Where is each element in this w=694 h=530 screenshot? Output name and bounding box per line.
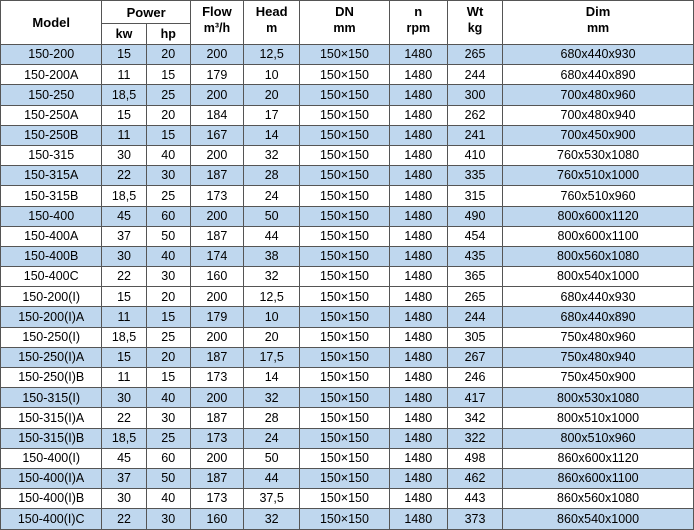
cell-kw: 15 (102, 347, 146, 367)
cell-kw: 30 (102, 145, 146, 165)
cell-hp: 30 (146, 509, 190, 529)
cell-kw: 37 (102, 468, 146, 488)
cell-flow: 160 (190, 267, 243, 287)
cell-head: 12,5 (244, 287, 300, 307)
cell-head: 14 (244, 368, 300, 388)
cell-flow: 174 (190, 246, 243, 266)
cell-flow: 167 (190, 125, 243, 145)
table-body (1, 45, 694, 530)
cell-wt: 262 (447, 105, 502, 125)
table-row (1, 408, 694, 428)
cell-wt: 417 (447, 388, 502, 408)
cell-kw: 30 (102, 489, 146, 509)
column-header-wt: Wt kg (447, 1, 502, 45)
cell-flow: 200 (190, 45, 243, 65)
cell-dn: 150×150 (300, 246, 389, 266)
cell-hp: 40 (146, 246, 190, 266)
cell-flow: 200 (190, 327, 243, 347)
cell-n: 1480 (389, 186, 447, 206)
cell-kw: 11 (102, 65, 146, 85)
cell-dim: 700x480x960 (503, 85, 694, 105)
cell-dim: 860x560x1080 (503, 489, 694, 509)
cell-dim: 800x600x1100 (503, 226, 694, 246)
cell-wt: 498 (447, 448, 502, 468)
cell-flow: 200 (190, 287, 243, 307)
cell-flow: 187 (190, 166, 243, 186)
table-row (1, 145, 694, 165)
cell-flow: 187 (190, 468, 243, 488)
cell-model: 150-200 (1, 45, 102, 65)
cell-head: 32 (244, 267, 300, 287)
cell-n: 1480 (389, 509, 447, 529)
cell-head: 44 (244, 468, 300, 488)
cell-model: 150-400B (1, 246, 102, 266)
table-row (1, 428, 694, 448)
cell-dim: 860x600x1120 (503, 448, 694, 468)
cell-model: 150-315(I)A (1, 408, 102, 428)
table-row (1, 327, 694, 347)
cell-model: 150-400A (1, 226, 102, 246)
cell-wt: 265 (447, 45, 502, 65)
cell-model: 150-250(I)A (1, 347, 102, 367)
cell-kw: 22 (102, 166, 146, 186)
cell-head: 37,5 (244, 489, 300, 509)
cell-hp: 20 (146, 105, 190, 125)
cell-hp: 30 (146, 166, 190, 186)
cell-n: 1480 (389, 206, 447, 226)
cell-n: 1480 (389, 388, 447, 408)
cell-hp: 25 (146, 428, 190, 448)
cell-n: 1480 (389, 327, 447, 347)
cell-kw: 18,5 (102, 428, 146, 448)
cell-flow: 173 (190, 368, 243, 388)
cell-wt: 454 (447, 226, 502, 246)
cell-wt: 490 (447, 206, 502, 226)
header-row-groups (1, 1, 694, 24)
cell-kw: 30 (102, 388, 146, 408)
cell-flow: 200 (190, 85, 243, 105)
unit-header-wt: kg (467, 21, 483, 35)
cell-head: 28 (244, 166, 300, 186)
table-row (1, 267, 694, 287)
unit-header-kw: kw (102, 24, 146, 45)
cell-head: 20 (244, 327, 300, 347)
cell-hp: 15 (146, 65, 190, 85)
table-row (1, 246, 694, 266)
cell-kw: 22 (102, 408, 146, 428)
cell-kw: 18,5 (102, 85, 146, 105)
cell-model: 150-400 (1, 206, 102, 226)
column-header-n: n rpm (389, 1, 447, 45)
cell-wt: 443 (447, 489, 502, 509)
cell-dim: 800x530x1080 (503, 388, 694, 408)
cell-n: 1480 (389, 287, 447, 307)
cell-model: 150-315(I) (1, 388, 102, 408)
cell-kw: 15 (102, 105, 146, 125)
cell-n: 1480 (389, 489, 447, 509)
cell-kw: 30 (102, 246, 146, 266)
cell-model: 150-200A (1, 65, 102, 85)
cell-kw: 11 (102, 368, 146, 388)
cell-model: 150-250A (1, 105, 102, 125)
table-row (1, 125, 694, 145)
cell-kw: 11 (102, 307, 146, 327)
cell-head: 10 (244, 307, 300, 327)
cell-dim: 860x600x1100 (503, 468, 694, 488)
cell-dim: 680x440x930 (503, 45, 694, 65)
cell-n: 1480 (389, 65, 447, 85)
cell-n: 1480 (389, 105, 447, 125)
cell-dn: 150×150 (300, 368, 389, 388)
cell-hp: 15 (146, 307, 190, 327)
column-header-dn: DN mm (300, 1, 389, 45)
cell-dn: 150×150 (300, 226, 389, 246)
cell-head: 32 (244, 509, 300, 529)
cell-hp: 25 (146, 85, 190, 105)
cell-hp: 15 (146, 125, 190, 145)
cell-model: 150-400C (1, 267, 102, 287)
cell-wt: 410 (447, 145, 502, 165)
cell-hp: 20 (146, 45, 190, 65)
cell-hp: 60 (146, 206, 190, 226)
cell-head: 32 (244, 145, 300, 165)
cell-hp: 30 (146, 408, 190, 428)
cell-head: 17 (244, 105, 300, 125)
cell-wt: 305 (447, 327, 502, 347)
cell-dim: 750x450x900 (503, 368, 694, 388)
cell-dn: 150×150 (300, 327, 389, 347)
cell-dim: 700x480x940 (503, 105, 694, 125)
cell-dim: 760x530x1080 (503, 145, 694, 165)
cell-wt: 335 (447, 166, 502, 186)
cell-model: 150-250B (1, 125, 102, 145)
cell-wt: 315 (447, 186, 502, 206)
cell-kw: 22 (102, 509, 146, 529)
cell-wt: 462 (447, 468, 502, 488)
cell-flow: 200 (190, 388, 243, 408)
cell-n: 1480 (389, 368, 447, 388)
cell-flow: 187 (190, 226, 243, 246)
table-row (1, 105, 694, 125)
cell-dim: 760x510x960 (503, 186, 694, 206)
cell-hp: 60 (146, 448, 190, 468)
cell-dn: 150×150 (300, 105, 389, 125)
table-row (1, 287, 694, 307)
unit-header-dim: mm (586, 21, 610, 35)
cell-dim: 800x540x1000 (503, 267, 694, 287)
cell-dn: 150×150 (300, 287, 389, 307)
cell-dn: 150×150 (300, 186, 389, 206)
cell-hp: 40 (146, 145, 190, 165)
cell-dn: 150×150 (300, 468, 389, 488)
cell-dn: 150×150 (300, 145, 389, 165)
cell-wt: 265 (447, 287, 502, 307)
cell-dim: 680x440x930 (503, 287, 694, 307)
cell-dim: 680x440x890 (503, 307, 694, 327)
cell-head: 50 (244, 206, 300, 226)
cell-kw: 15 (102, 287, 146, 307)
cell-kw: 18,5 (102, 186, 146, 206)
cell-n: 1480 (389, 125, 447, 145)
table-row (1, 448, 694, 468)
cell-flow: 173 (190, 428, 243, 448)
table-row (1, 166, 694, 186)
unit-header-flow: m³/h (203, 21, 231, 35)
cell-n: 1480 (389, 428, 447, 448)
cell-dn: 150×150 (300, 45, 389, 65)
cell-dim: 800x560x1080 (503, 246, 694, 266)
cell-model: 150-400(I)C (1, 509, 102, 529)
cell-n: 1480 (389, 85, 447, 105)
cell-n: 1480 (389, 307, 447, 327)
cell-n: 1480 (389, 267, 447, 287)
cell-head: 50 (244, 448, 300, 468)
cell-dim: 800x510x1000 (503, 408, 694, 428)
cell-kw: 45 (102, 206, 146, 226)
cell-hp: 25 (146, 186, 190, 206)
cell-dn: 150×150 (300, 428, 389, 448)
cell-dn: 150×150 (300, 347, 389, 367)
unit-header-hp: hp (146, 24, 190, 45)
cell-dn: 150×150 (300, 489, 389, 509)
cell-wt: 267 (447, 347, 502, 367)
cell-dim: 750x480x940 (503, 347, 694, 367)
cell-dim: 860x540x1000 (503, 509, 694, 529)
cell-flow: 179 (190, 307, 243, 327)
cell-hp: 50 (146, 468, 190, 488)
cell-dn: 150×150 (300, 65, 389, 85)
cell-model: 150-250(I)B (1, 368, 102, 388)
cell-dim: 680x440x890 (503, 65, 694, 85)
table-row (1, 226, 694, 246)
cell-kw: 45 (102, 448, 146, 468)
cell-n: 1480 (389, 408, 447, 428)
cell-head: 12,5 (244, 45, 300, 65)
cell-head: 17,5 (244, 347, 300, 367)
cell-wt: 365 (447, 267, 502, 287)
table-row (1, 388, 694, 408)
cell-dn: 150×150 (300, 307, 389, 327)
cell-head: 10 (244, 65, 300, 85)
cell-wt: 244 (447, 65, 502, 85)
cell-head: 24 (244, 428, 300, 448)
table-row (1, 307, 694, 327)
cell-hp: 50 (146, 226, 190, 246)
cell-wt: 244 (447, 307, 502, 327)
cell-wt: 373 (447, 509, 502, 529)
cell-flow: 173 (190, 186, 243, 206)
table-row (1, 206, 694, 226)
unit-header-n: rpm (406, 21, 431, 35)
cell-model: 150-315(I)B (1, 428, 102, 448)
column-header-power: Power (102, 1, 190, 24)
cell-dim: 750x480x960 (503, 327, 694, 347)
cell-head: 28 (244, 408, 300, 428)
cell-flow: 160 (190, 509, 243, 529)
cell-wt: 241 (447, 125, 502, 145)
cell-hp: 20 (146, 287, 190, 307)
cell-model: 150-400(I)B (1, 489, 102, 509)
cell-dim: 800x510x960 (503, 428, 694, 448)
cell-model: 150-315 (1, 145, 102, 165)
cell-kw: 11 (102, 125, 146, 145)
table-row (1, 45, 694, 65)
cell-hp: 15 (146, 368, 190, 388)
cell-n: 1480 (389, 226, 447, 246)
cell-kw: 37 (102, 226, 146, 246)
cell-n: 1480 (389, 246, 447, 266)
cell-dn: 150×150 (300, 408, 389, 428)
cell-dn: 150×150 (300, 267, 389, 287)
cell-n: 1480 (389, 448, 447, 468)
table-row (1, 368, 694, 388)
cell-kw: 15 (102, 45, 146, 65)
cell-head: 32 (244, 388, 300, 408)
cell-kw: 22 (102, 267, 146, 287)
cell-flow: 184 (190, 105, 243, 125)
cell-dn: 150×150 (300, 166, 389, 186)
cell-flow: 187 (190, 347, 243, 367)
cell-flow: 200 (190, 145, 243, 165)
cell-flow: 200 (190, 448, 243, 468)
cell-dn: 150×150 (300, 509, 389, 529)
table-row (1, 186, 694, 206)
table-row (1, 489, 694, 509)
cell-n: 1480 (389, 145, 447, 165)
cell-wt: 435 (447, 246, 502, 266)
cell-model: 150-400(I) (1, 448, 102, 468)
table-row (1, 347, 694, 367)
cell-model: 150-400(I)A (1, 468, 102, 488)
cell-hp: 30 (146, 267, 190, 287)
cell-flow: 179 (190, 65, 243, 85)
table-row (1, 65, 694, 85)
cell-head: 38 (244, 246, 300, 266)
column-header-head: Head m (244, 1, 300, 45)
cell-n: 1480 (389, 468, 447, 488)
cell-wt: 322 (447, 428, 502, 448)
cell-flow: 187 (190, 408, 243, 428)
cell-hp: 25 (146, 327, 190, 347)
cell-model: 150-200(I)A (1, 307, 102, 327)
cell-kw: 18,5 (102, 327, 146, 347)
table-header (1, 1, 694, 45)
unit-header-head: m (266, 21, 278, 35)
column-header-dim: Dim mm (503, 1, 694, 45)
cell-wt: 342 (447, 408, 502, 428)
cell-model: 150-315A (1, 166, 102, 186)
cell-wt: 300 (447, 85, 502, 105)
cell-hp: 40 (146, 489, 190, 509)
cell-dim: 760x510x1000 (503, 166, 694, 186)
cell-hp: 20 (146, 347, 190, 367)
cell-head: 44 (244, 226, 300, 246)
cell-dn: 150×150 (300, 125, 389, 145)
cell-model: 150-250(I) (1, 327, 102, 347)
cell-model: 150-250 (1, 85, 102, 105)
cell-dn: 150×150 (300, 388, 389, 408)
cell-wt: 246 (447, 368, 502, 388)
cell-dim: 700x450x900 (503, 125, 694, 145)
cell-flow: 173 (190, 489, 243, 509)
cell-flow: 200 (190, 206, 243, 226)
cell-dn: 150×150 (300, 448, 389, 468)
cell-n: 1480 (389, 45, 447, 65)
column-header-model: Model (1, 1, 102, 45)
cell-n: 1480 (389, 347, 447, 367)
column-header-flow: Flow m³/h (190, 1, 243, 45)
cell-head: 14 (244, 125, 300, 145)
cell-head: 20 (244, 85, 300, 105)
cell-head: 24 (244, 186, 300, 206)
cell-dn: 150×150 (300, 85, 389, 105)
cell-model: 150-315B (1, 186, 102, 206)
unit-header-dn: mm (333, 21, 356, 35)
cell-dn: 150×150 (300, 206, 389, 226)
table-row (1, 468, 694, 488)
cell-n: 1480 (389, 166, 447, 186)
table-row (1, 509, 694, 529)
cell-model: 150-200(I) (1, 287, 102, 307)
cell-hp: 40 (146, 388, 190, 408)
cell-dim: 800x600x1120 (503, 206, 694, 226)
table-row (1, 85, 694, 105)
